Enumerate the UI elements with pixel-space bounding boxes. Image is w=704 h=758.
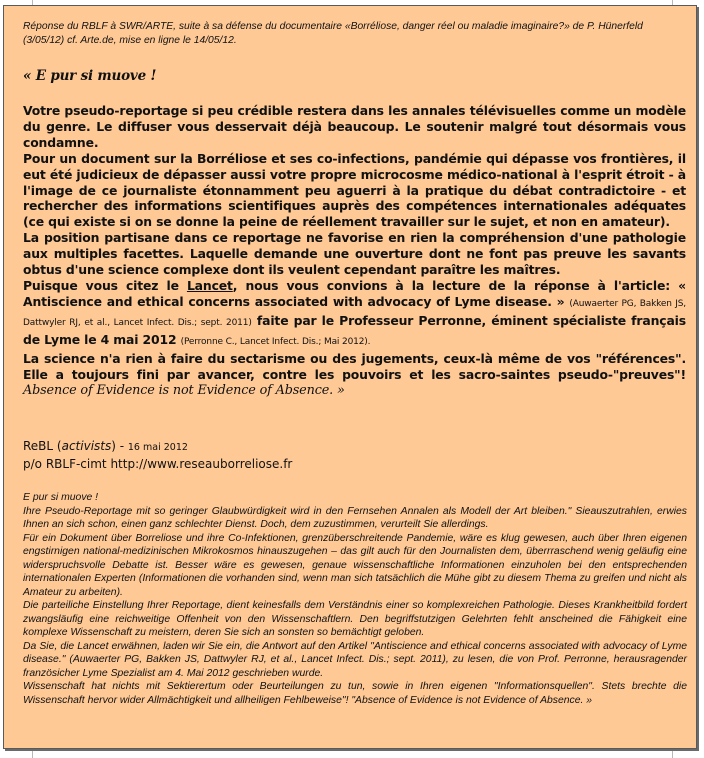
french-p4-text-c: faite par le Professeur Perronne, éminent spécialiste français de Lyme le 4 mai 2012 <box>23 312 686 347</box>
german-paragraph-2: Für ein Dokument über Borreliose und ihre Co-Infektionen, grenzüberschreitende Pandemie, wäre es klug gewesen, auch über Ihren eigenen engstirnigen national-medizinischen Mikrokosmos hinauszugehen – das gilt auch für den Journalisten dem, überrraschend wenig geläufig eine widerspruchsvolle Debatte ist. Besser wäre es gewesen, genaue wissenschaftliche Informationen einzuholen bei den entsprechenden internationalen Experten (Informationen die vorhanden sind, wenn man sich tatsächlich die Mühe gibt zu diesem Thema zu greifen und nicht als Amateur zu arbeiten). <box>23 532 687 598</box>
closing-quote: Absence of Evidence is not Evidence of Absence. » <box>23 383 345 399</box>
french-p5-text: La science n'a rien à faire du sectarisme ou des jugements, ceux-là même de vos "références". Elle a toujours fini par avancer, contre les pouvoirs et les sacro-saintes pseudo-"preuves"! <box>23 350 686 382</box>
french-paragraph-4 <box>23 278 686 351</box>
signature-org: ReBL ( <box>23 439 62 453</box>
signature-sep: ) - <box>111 439 128 453</box>
german-paragraph-1: Ihre Pseudo-Reportage mit so geringer Glaubwürdigkeit wird in den Fernsehen Annalen als Modell der Art bleiben." Sieauszutrahlen, erwies Ihnen an sich schon, einen ganz schlechter Dienst. Doch, dem zuzustimmen, verurteilt Sie allerdings. <box>23 505 687 530</box>
reference-auwaerter: (Auwaerter PG, Bakken JS, Dattwyler RJ, et al., Lancet Infect. Dis.; sept. 2011) <box>23 298 687 328</box>
document-text-box <box>3 5 697 749</box>
french-paragraph-5 <box>23 351 686 400</box>
german-paragraph-3: Die parteiliche Einstellung Ihrer Reportage, dient keinesfalls dem Verständnis einer so komplexreichen Pathologie. Dieses Krankheitbild fordert zwangsläufig eine reichweitige Offenheit von den Wissenschaftlern. Den begriffstutzigen Gelehrten fehlt anscheined die Fähigkeit eine komplexe Wissenschaft zu meistern, deren Sie sich an sonsten so bemächtigt geloben. <box>23 600 687 638</box>
signature-line-1 <box>23 438 292 456</box>
french-paragraph-1: Votre pseudo-reportage si peu crédible restera dans les annales télévisuelles comme un modèle du genre. Le diffuser vous desservait déjà beaucoup. Le soutenir malgré tout désormais vous condamne. <box>23 103 686 150</box>
signature <box>23 438 292 473</box>
intro-note: Réponse du RBLF à SWR/ARTE, suite à sa défense du documentaire «Borréliose, danger réel ou maladie imaginaire?» de P. Hünerfeld (3/05/12) cf. Arte.de, mise en ligne le 14/05/12. <box>23 21 643 46</box>
german-paragraph-0: E pur si muove ! <box>23 492 99 503</box>
german-paragraph-4: Da Sie, die Lancet erwähnen, laden wir Sie ein, die Antwort auf den Artikel "Antiscience and ethical concerns associated with advocacy of Lyme disease." (Auwaerter PG, Bakken JS, Dattwyler RJ, et al., Lancet Infect. Dis.; sept. 2011), zu lesen, die von Prof. Perronne, herausragender französicher Lyme Spezialist am 4. Mai 2012 geschrieben wurde. <box>23 640 687 679</box>
german-paragraph-5: Wissenschaft hat nichts mit Sektierertum oder Beurteilungen zu tun, sowie in Ihren eigenen "Informationsquellen". Stets brechte die Wissenschaft hervor wider Allmächtigkeit und allheiligen Fehlbeweise"! "Absence of Evidence is not Evidence of Absence. » <box>23 681 687 706</box>
french-paragraph-3: La position partisane dans ce reportage ne favorise en rien la compréhension d'une pathologie aux multiples facettes. Laquelle demande une ouverture dont ne font pas preuve les savants obtus d'une science complexe dont ils veulent cependant paraître les maîtres. <box>23 230 686 278</box>
french-letter <box>23 103 686 399</box>
document-title: « E pur si muove ! <box>23 68 157 84</box>
page-guide-bottom-left <box>32 751 33 758</box>
lancet-link[interactable]: Lancet <box>186 277 233 293</box>
french-p4-text-a: Puisque vous citez le <box>23 277 187 293</box>
page-guide-bottom-right <box>672 751 673 758</box>
reference-perronne: (Perronne C., Lancet Infect. Dis.; Mai 2012). <box>180 336 371 347</box>
signature-line-2: p/o RBLF-cimt http://www.reseauborreliose.fr <box>23 457 293 471</box>
german-translation <box>23 491 687 707</box>
french-p4-text-b: , nous vous convions à la lecture de la réponse à l'article: « Antiscience and ethical concerns associated with advocacy of Lyme disease. » <box>23 277 686 309</box>
french-paragraph-2: Pour un document sur la Borréliose et ses co-infections, pandémie qui dépasse vos frontières, il eut été judicieux de dépasser aussi votre propre microcosme médico-national à l'esprit étroit - à l'image de ce journaliste étonnamment peu aguerri à la pratique du débat contradictoire - et rechercher des informations scientifiques auprès des compétences internationales adéquates (ce qui existe si on se donne la peine de réellement travailler sur le sujet, et non en amateur). <box>23 150 686 230</box>
signature-date: 16 mai 2012 <box>127 442 188 453</box>
signature-activists: activists <box>61 439 112 453</box>
